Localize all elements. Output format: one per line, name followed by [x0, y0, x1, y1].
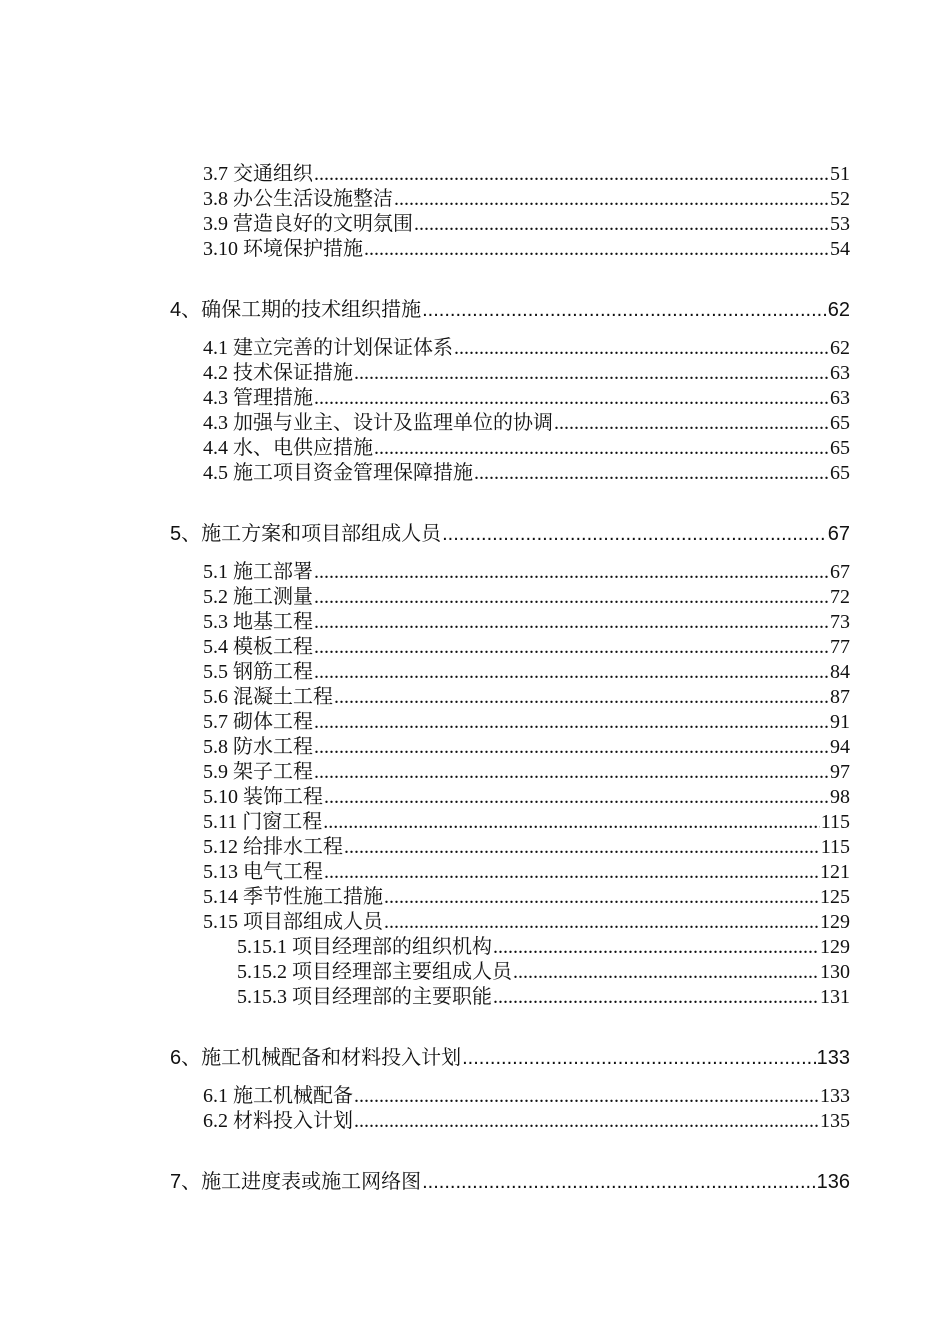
toc-entry-page: 87	[830, 686, 850, 708]
toc-chapter-title: 7、施工进度表或施工网络图	[170, 1171, 422, 1193]
toc-entry-page: 63	[830, 362, 850, 384]
toc-subentry-title: 5.15.1 项目经理部的组织机构	[237, 936, 492, 958]
toc-entry-title: 4.2 技术保证措施	[203, 362, 353, 384]
toc-entry-page: 115	[820, 836, 850, 858]
toc-entry-title: 5.3 地基工程	[203, 611, 313, 633]
toc-entry-title: 5.14 季节性施工措施	[203, 886, 383, 908]
toc-chapter-page: 62	[827, 299, 850, 321]
toc-entry-title: 6.1 施工机械配备	[203, 1085, 353, 1107]
toc-entry-title: 5.5 钢筋工程	[203, 661, 313, 683]
toc-entry-page: 121	[820, 861, 850, 883]
toc-entry-page: 65	[830, 462, 850, 484]
dot-leader	[354, 1110, 819, 1133]
toc-entry-title: 3.10 环境保护措施	[203, 238, 363, 260]
dot-leader	[493, 986, 819, 1009]
toc-entry-title: 4.1 建立完善的计划保证体系	[203, 337, 453, 359]
toc-chapter-page: 67	[827, 523, 850, 545]
toc-entry-title: 5.6 混凝土工程	[203, 686, 333, 708]
toc-entry-title: 5.11 门窗工程	[203, 811, 323, 833]
toc-entry-page: 94	[830, 736, 850, 758]
dot-leader	[364, 238, 829, 261]
toc-entry[interactable]	[203, 232, 850, 261]
toc-entry-title: 5.2 施工测量	[203, 586, 313, 608]
toc-chapter-title: 6、施工机械配备和材料投入计划	[170, 1047, 462, 1069]
toc-chapter-page: 136	[816, 1171, 850, 1193]
toc-chapter[interactable]	[170, 1165, 850, 1194]
toc-subentry-page: 131	[820, 986, 850, 1008]
toc-entry[interactable]	[203, 456, 850, 485]
toc-subentry-page: 130	[820, 961, 850, 983]
toc-chapter[interactable]	[170, 517, 850, 546]
toc-subentry-page: 129	[820, 936, 850, 958]
toc-entry-page: 115	[820, 811, 850, 833]
toc-entry-title: 5.13 电气工程	[203, 861, 323, 883]
toc-entry-page: 98	[830, 786, 850, 808]
toc-entry-page: 52	[830, 188, 850, 210]
toc-entry-page: 129	[820, 911, 850, 933]
toc-entry-page: 53	[830, 213, 850, 235]
toc-entry-title: 6.2 材料投入计划	[203, 1110, 353, 1132]
dot-leader	[442, 523, 827, 546]
toc-entry-page: 63	[830, 387, 850, 409]
toc-chapter[interactable]	[170, 1041, 850, 1070]
toc-entry-page: 133	[820, 1085, 850, 1107]
toc-entry-title: 5.10 装饰工程	[203, 786, 323, 808]
toc-entry-title: 5.1 施工部署	[203, 561, 313, 583]
toc-entry-page: 65	[830, 437, 850, 459]
toc-entry-title: 3.9 营造良好的文明氛围	[203, 213, 413, 235]
toc-subentry-title: 5.15.2 项目经理部主要组成人员	[237, 961, 512, 983]
toc-entry-page: 62	[830, 337, 850, 359]
toc-entry[interactable]	[203, 1104, 850, 1133]
toc-entry-page: 72	[830, 586, 850, 608]
toc-entry-page: 91	[830, 711, 850, 733]
toc-entry-page: 54	[830, 238, 850, 260]
dot-leader	[422, 1171, 816, 1194]
toc-entry-title: 3.8 办公生活设施整洁	[203, 188, 393, 210]
toc-entry-page: 97	[830, 761, 850, 783]
toc-entry-title: 5.9 架子工程	[203, 761, 313, 783]
toc-chapter-title: 5、施工方案和项目部组成人员	[170, 523, 442, 545]
toc-subentry[interactable]	[237, 980, 850, 1009]
toc-subentry-title: 5.15.3 项目经理部的主要职能	[237, 986, 492, 1008]
toc-entry-page: 135	[820, 1110, 850, 1132]
toc-entry-title: 4.3 管理措施	[203, 387, 313, 409]
toc-entry-page: 51	[830, 163, 850, 185]
toc-entry-title: 4.3 加强与业主、设计及监理单位的协调	[203, 412, 553, 434]
toc-entry-title: 5.4 模板工程	[203, 636, 313, 658]
toc-entry-page: 73	[830, 611, 850, 633]
toc-entry-title: 4.5 施工项目资金管理保障措施	[203, 462, 473, 484]
toc-chapter-title: 4、确保工期的技术组织措施	[170, 299, 422, 321]
toc-entry-title: 5.7 砌体工程	[203, 711, 313, 733]
toc-entry-page: 77	[830, 636, 850, 658]
toc-entry-page: 65	[830, 412, 850, 434]
dot-leader	[422, 299, 827, 322]
toc-chapter-page: 133	[816, 1047, 850, 1069]
dot-leader	[462, 1047, 816, 1070]
toc-entry-title: 5.8 防水工程	[203, 736, 313, 758]
toc-chapter[interactable]	[170, 293, 850, 322]
toc-entry-title: 5.12 给排水工程	[203, 836, 343, 858]
dot-leader	[474, 462, 829, 485]
toc-entry-page: 125	[820, 886, 850, 908]
toc-entry-page: 67	[830, 561, 850, 583]
toc-entry-title: 3.7 交通组织	[203, 163, 313, 185]
toc-entry-title: 4.4 水、电供应措施	[203, 437, 373, 459]
toc-entry-page: 84	[830, 661, 850, 683]
toc-entry-title: 5.15 项目部组成人员	[203, 911, 383, 933]
